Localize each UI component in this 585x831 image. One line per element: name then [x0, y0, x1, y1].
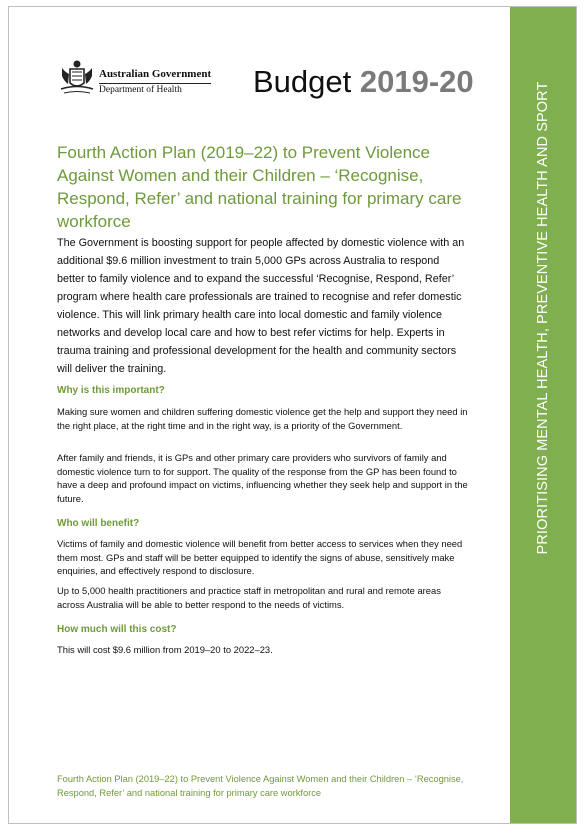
section-cost-paragraph-1: This will cost $9.6 million from 2019–20 to 2022–23.	[57, 644, 273, 655]
page-title: Fourth Action Plan (2019–22) to Prevent Violence Against Women and their Children – ‘Recognise, Respond, Refer’ and national training for primary care workforce	[57, 143, 462, 231]
intro-paragraph: The Government is boosting support for people affected by domestic violence with an additional $9.6 million investment to train 5,000 GPs across Australia to respond better to family violence and to expand the successful ‘Recognise, Respond, Refer’ program where health care professionals are trained to recognise and refer domestic violence. This will link primary health care into local domestic and family violence networks and develop local care and how to best refer victims for help. Experts in trauma training and professional development for the health and community sectors will deliver the training.	[57, 237, 465, 375]
government-logo	[57, 58, 217, 98]
budget-heading	[253, 64, 474, 100]
logo-text	[99, 68, 211, 97]
section-why-paragraph-1: Making sure women and children suffering domestic violence get the help and support they need in the right place, at the right time and in the right way, is a priority of the Government.	[57, 406, 468, 431]
footer-text: Fourth Action Plan (2019–22) to Prevent Violence Against Women and their Children – ‘Recognise, Respond, Refer’ and national training for primary care workforce	[57, 774, 464, 798]
section-who-paragraph-1: Victims of family and domestic violence will benefit from better access to services when they need them most. GPs and staff will be better equipped to identify the signs of abuse, sensitively make enquiries, and effectively respond to disclosure.	[57, 538, 463, 576]
section-why-paragraph-2: After family and friends, it is GPs and other primary care providers who survivors of family and domestic violence turn to for support. The quality of the response from the GP has been found to have a deep and profound impact on victims, influencing whether they seek help and support in the future.	[57, 452, 468, 504]
budget-year: 2019-20	[359, 64, 474, 99]
side-band-text: PRIORITISING MENTAL HEALTH, PREVENTIVE HEALTH AND SPORT	[535, 81, 551, 555]
budget-word: Budget	[253, 64, 352, 99]
section-heading-why: Why is this important?	[57, 385, 165, 396]
section-heading-who: Who will benefit?	[57, 518, 140, 529]
logo-department-line: Department of Health	[99, 85, 182, 95]
section-heading-cost: How much will this cost?	[57, 624, 177, 635]
logo-government-line: Australian Government	[99, 68, 211, 84]
section-who-paragraph-2: Up to 5,000 health practitioners and practice staff in metropolitan and rural and remote areas across Australia will be able to better respond to the needs of victims.	[57, 585, 441, 610]
coat-of-arms-icon	[57, 58, 97, 96]
